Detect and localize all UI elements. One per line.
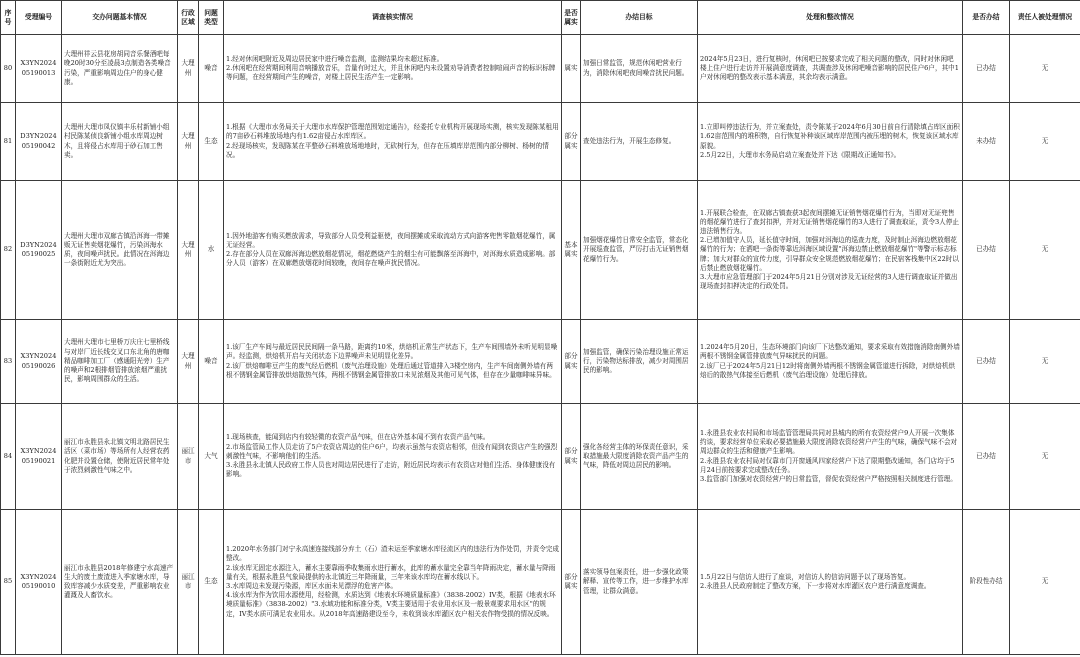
rectification-line: 1.开展联合检查，在双廊古镇查获3起夜间摆摊无证销售烟花爆竹行为，当即对无证兜售的烟花爆竹进行了查封扣押，并对无证销售烟花爆竹的3人进行了调查取证，责令3人停止违法销售行为。 — [700, 208, 959, 235]
header-verified: 是否属实 — [562, 1, 581, 35]
header-type: 问题类型 — [199, 1, 224, 35]
header-rectification: 处理和整改情况 — [698, 1, 963, 35]
cell-seq: 81 — [1, 103, 16, 181]
rectification-line: 2.5月22日，大理市水务局启动立案查处并下达《限期改正通知书》。 — [700, 150, 901, 159]
cell-seq: 83 — [1, 320, 16, 404]
cell-region: 丽江市 — [178, 510, 199, 655]
cell-accountability: 无 — [1010, 181, 1080, 320]
header-goal: 办结目标 — [581, 1, 698, 35]
cell-type: 生态 — [199, 510, 224, 655]
cell-rectification — [698, 103, 963, 181]
rectification-line: 1.2024年5月20日，生态环境部门向该厂下达整改通知，要求采取有效措施消除南侧外墙两根不锈钢金属管排放废气异味扰民的问题。 — [700, 343, 960, 361]
investigation-line: 1.2020年水务部门对宁永高速连接线部分弃土（石）渣未运至季家塘水库径流区内的违法行为作处罚，并责令完成整改。 — [226, 545, 559, 563]
cell-code: X3YN2024 05190013 — [16, 35, 62, 103]
cell-rectification — [698, 320, 963, 404]
rectification-line: 1.立即叫停违法行为，并立案查处，责令陈某于2024年6月30日前自行清除填占库区面积1.62亩范围内的堆积物，自行恢复补种该区域库岸范围内被压埋的树木，恢复该区域水库原貌。 — [700, 123, 960, 150]
header-closed: 是否办结 — [963, 1, 1010, 35]
cell-rectification — [698, 510, 963, 655]
cell-issue: 大理州祥云县花房胡同音乐餐酒吧每晚20时30分至凌晨3点制造各类噪音污染，严重影响周边住户的身心健康。 — [62, 35, 178, 103]
investigation-line: 2.休闲吧在经营期间利用音响播放音乐，音量有时过大，并且休闲吧内未设置劝导消费者控制喧闹声音的标识标牌等问题，在经营期间产生的噪音，对楼上居民生活产生一定影响。 — [226, 63, 556, 82]
cell-closed: 已办结 — [963, 35, 1010, 103]
cell-rectification — [698, 404, 963, 510]
rectification-line: 2.永胜县农业农村局对仅靠市门开窗通风四家经营户下达了限期整改通知，各门店均于5月24日前按要求完成整改任务。 — [700, 456, 955, 474]
cell-goal: 加强日常监管，规范休闲吧营业行为，消除休闲吧夜间噪音扰民问题。 — [581, 35, 698, 103]
cell-accountability: 无 — [1010, 35, 1080, 103]
investigation-line: 2.市场监管局工作人员走访了5户农资店周边的住户6户，均表示虽然与农资店相邻，但没有闻到农资店产生的强烈刺激性气味，不影响他们的生活。 — [226, 442, 558, 460]
cell-closed: 阶段性办结 — [963, 510, 1010, 655]
cell-investigation — [224, 35, 562, 103]
cell-closed: 已办结 — [963, 404, 1010, 510]
cell-investigation — [224, 510, 562, 655]
header-issue: 交办问题基本情况 — [62, 1, 178, 35]
cell-goal: 加强监管，确保污染治理设施正常运行，污染物达标排放，减少对周围居民的影响。 — [581, 320, 698, 404]
rectification-line: 2.永胜县人民政府制定了整改方案，下一步将对水库灌区农户进行满意度调查。 — [700, 582, 931, 590]
cell-goal: 落实领导包案责任，进一步强化政策解释、宣传等工作，进一步维护水库管理，让群众满意。 — [581, 510, 698, 655]
investigation-line: 3.永胜县永北镇人民政府工作人员也对周边居民进行了走访，附近居民均表示有农资店对他们生活、身体健康没有影响。 — [226, 461, 556, 479]
cell-accountability: 无 — [1010, 510, 1080, 655]
cell-region: 大理州 — [178, 103, 199, 181]
cell-seq: 80 — [1, 35, 16, 103]
cell-verified: 属实 — [562, 35, 581, 103]
cell-rectification — [698, 35, 963, 103]
cell-issue: 大理州大理市七里桥万庆庄七里桥线与对岸厂近长线交叉口东北角的唐咖精品咖啡加工厂（感通阳光旁）生产的噪声和2根排烟管排放浓烟严重扰民，影响周围群众的生活。 — [62, 320, 178, 404]
rectification-line: 3.大理市应急管理部门于2024年5月21日分别对涉及无证经营的3人进行调查取证并做出现场查封扣押决定的行政处罚。 — [700, 273, 958, 291]
cell-issue: 大理州大理市双廊古镇沿洱海一带摊贩无证售卖烟花爆竹，污染洱海水质，夜间噪声扰民。此情况在洱海边一条街附近尤为突出。 — [62, 181, 178, 320]
table-row — [1, 510, 1080, 655]
cell-code: D3YN2024 05190025 — [16, 181, 62, 320]
cell-region: 大理州 — [178, 35, 199, 103]
cell-investigation — [224, 103, 562, 181]
header-accountability: 责任人被处理情况 — [1010, 1, 1080, 35]
cell-closed: 已办结 — [963, 320, 1010, 404]
investigation-line: 2.经现场核实，发现陈某在平整砂石料堆放场地地时，无砍树行为，但存在压填库岸范围内部分柳树、杨树的情况。 — [226, 141, 549, 159]
cell-code: X3YN2024 05190010 — [16, 510, 62, 655]
header-row — [1, 1, 1080, 35]
cell-verified: 部分属实 — [562, 510, 581, 655]
cell-type: 噪音 — [199, 320, 224, 404]
investigation-line: 2.存在部分人员在双廊洱海边燃放烟花情况，烟花燃烧产生的烟尘有可能飘落至洱海中，对洱海水质造成影响。部分人员（游客）在双廊燃放烟花时间较晚，夜间存在噪声扰民情况。 — [226, 250, 556, 268]
investigation-line: 2.该厂烘焙咖啡豆产生的废气经后燃机（废气治理设施）处理后通过管道排入3楼空房内，生产车间南侧外墙有两根不锈钢金属管排放烘焙散热气体，两根不锈钢金属管排放口未见浓烟及其他可见气体，但存在少量咖啡味异味。 — [226, 361, 556, 379]
cell-verified: 基本属实 — [562, 181, 581, 320]
cell-code: X3YN2024 05190026 — [16, 320, 62, 404]
header-investigation: 调查核实情况 — [224, 1, 562, 35]
cell-accountability: 无 — [1010, 404, 1080, 510]
rectification-line: 1.永胜县农业农村局和市场监管管理局共同对县城内的所有农资经营户9人开展一次集体约谈，要求经营单位采取必要措施最大限度消除农资经营户产生的气味，确保气味不会对周边群众的生活和健康产生影响。 — [700, 428, 958, 456]
cell-type: 大气 — [199, 404, 224, 510]
table-row — [1, 103, 1080, 181]
investigation-line: 1.现场核查，能闻到店内有较轻微的农资产品气味，但在店外基本闻不到有农资产品气味。 — [226, 433, 490, 442]
cell-issue: 丽江市永胜县2018年修建宁水高速产生大的废土废渣进入季家塘水库，导致库容减少水质变差，严重影响农业灌溉及人畜饮水。 — [62, 510, 178, 655]
cell-investigation — [224, 181, 562, 320]
cell-code: X3YN2024 05190021 — [16, 404, 62, 510]
cell-seq: 84 — [1, 404, 16, 510]
cell-goal: 查处违法行为，开展生态修复。 — [581, 103, 698, 181]
cell-investigation — [224, 320, 562, 404]
cell-goal: 加强烟花爆竹日常安全监管，常态化开展巡查监管，严厉打击无证销售烟花爆竹行为。 — [581, 181, 698, 320]
table-row — [1, 35, 1080, 103]
cell-type: 噪音 — [199, 35, 224, 103]
cell-investigation — [224, 404, 562, 510]
rectification-line: 2.已增加值守人员，延长值守时间，加强对洱海边的巡查力度，及时制止洱海边燃放烟花爆竹的行为；在洒吧一条街等靠近洱海区域设置"洱海边禁止燃放烟花爆竹"等警示标志标牌；加大对群众的宣传力度，引导群众安全规范燃放烟花爆竹；在民宿客栈集中区22时以后禁止燃放烟花爆竹。 — [700, 236, 959, 272]
rectification-line: 2.该厂已于2024年5月21日12时将南侧外墙两根不锈钢金属管道进行拆除，对烘焙机烘焙后的散热气体接至后燃机（废气治理设施）处理后排放。 — [700, 361, 956, 379]
investigation-line: 1.该厂生产车间与最近居民民间隔一条马路，距离约10米，烘焙机正常生产状态下，生产车间围墙外未听见明显噪声。经监测，烘焙机开启与关闭状态下边界噪声未见明显化差异。 — [226, 343, 558, 361]
table-row — [1, 320, 1080, 404]
investigation-line: 1.经对休闲吧附近及周边居民家中进行噪音监测，监测结果均未超过标准。 — [226, 54, 444, 63]
cell-region: 大理州 — [178, 181, 199, 320]
rectification-line: 3.监管部门加强对农资经营户的日常监管，督促农资经营户严格按照相关制度进行管理。 — [700, 474, 957, 483]
cell-type: 水 — [199, 181, 224, 320]
cell-accountability: 无 — [1010, 103, 1080, 181]
header-code: 受理编号 — [16, 1, 62, 35]
header-seq: 序号 — [1, 1, 16, 35]
investigation-line: 4.该水库为作为饮用水源使用，经检测，水质达到《地表水环境质量标准》（3838-2002）IV类，根据《地表水环境质量标准》（3838-2002）"3.水域功能和标准分类，V类主要适用于农业用水区及一般景观要求用水区"的规定，IV类水质可满足农业用水。从2018年高速路建设至今，未收到该水库灌区农户相关农作物受损的情况反映。 — [226, 591, 556, 618]
cell-rectification — [698, 181, 963, 320]
header-region: 行政区域 — [178, 1, 199, 35]
table-row — [1, 181, 1080, 320]
cell-issue: 丽江市永胜县永北镇文明北路居民生活区（菜市场）等场所有人经营农药化肥并设置仓储，使附近居民常年处于浓烈刺激性气味之中。 — [62, 404, 178, 510]
cell-code: D3YN2024 05190042 — [16, 103, 62, 181]
investigation-line: 1.因外地游客有购买燃放需求，导致部分人员受利益驱使，夜间摆摊或采取流动方式向游客兜售零散烟花爆竹，属无证经营。 — [226, 231, 556, 249]
cell-seq: 85 — [1, 510, 16, 655]
investigation-line: 3.水库周边未发现污染源，库区水面未见漂浮的危害产体。 — [226, 582, 398, 590]
cell-accountability: 无 — [1010, 320, 1080, 404]
cell-verified: 部分属实 — [562, 404, 581, 510]
cell-verified: 部分属实 — [562, 320, 581, 404]
cell-type: 生态 — [199, 103, 224, 181]
rectification-line: 1.5月22日与信访人进行了座谈，对信访人的信访问题予以了现场答复。 — [700, 572, 911, 581]
cell-goal: 强化各经营主体的环保责任意识，采取措施最大限度消除农资产品产生的气味，降低对周边居民的影响。 — [581, 404, 698, 510]
investigation-line: 2.该水库无固定水源注入，蓄水主要靠雨季收集雨水进行蓄水，此库的蓄水量完全靠当年降雨决定，蓄水量与降雨量有关，根据永胜县气象局提供的永北镇近三年降雨量，三年来该水库均在蓄水线以下。 — [226, 563, 556, 581]
cell-closed: 未办结 — [963, 103, 1010, 181]
rectification-line: 2024年5月23日，进行复核时，休闲吧已按要求完成了相关问题的整改，同时对休闲吧楼上住户进行走访并开展满意度调查，共调查涉及休闲吧噪音影响的居民住户6户，其中1户对休闲吧的整改表示基本满意，其余均表示满意。 — [700, 54, 959, 82]
cell-region: 丽江市 — [178, 404, 199, 510]
cell-region: 大理州 — [178, 320, 199, 404]
cell-issue: 大理州大理市凤仪镇丰乐村新铺小组村民陈某侦良新铺小组水库周边树木，且将侵占水库用于砂石加工售卖。 — [62, 103, 178, 181]
cell-verified: 部分属实 — [562, 103, 581, 181]
cell-seq: 82 — [1, 181, 16, 320]
table-row — [1, 404, 1080, 510]
cell-closed: 已办结 — [963, 181, 1010, 320]
investigation-line: 1.根据《大理市水务局关于大理市水库保护管理范围划定通告》，经委托专业机构开展现场实测，核实发现陈某租用的7亩砂石料堆放场地内有1.62亩侵占水库库区。 — [226, 123, 559, 141]
